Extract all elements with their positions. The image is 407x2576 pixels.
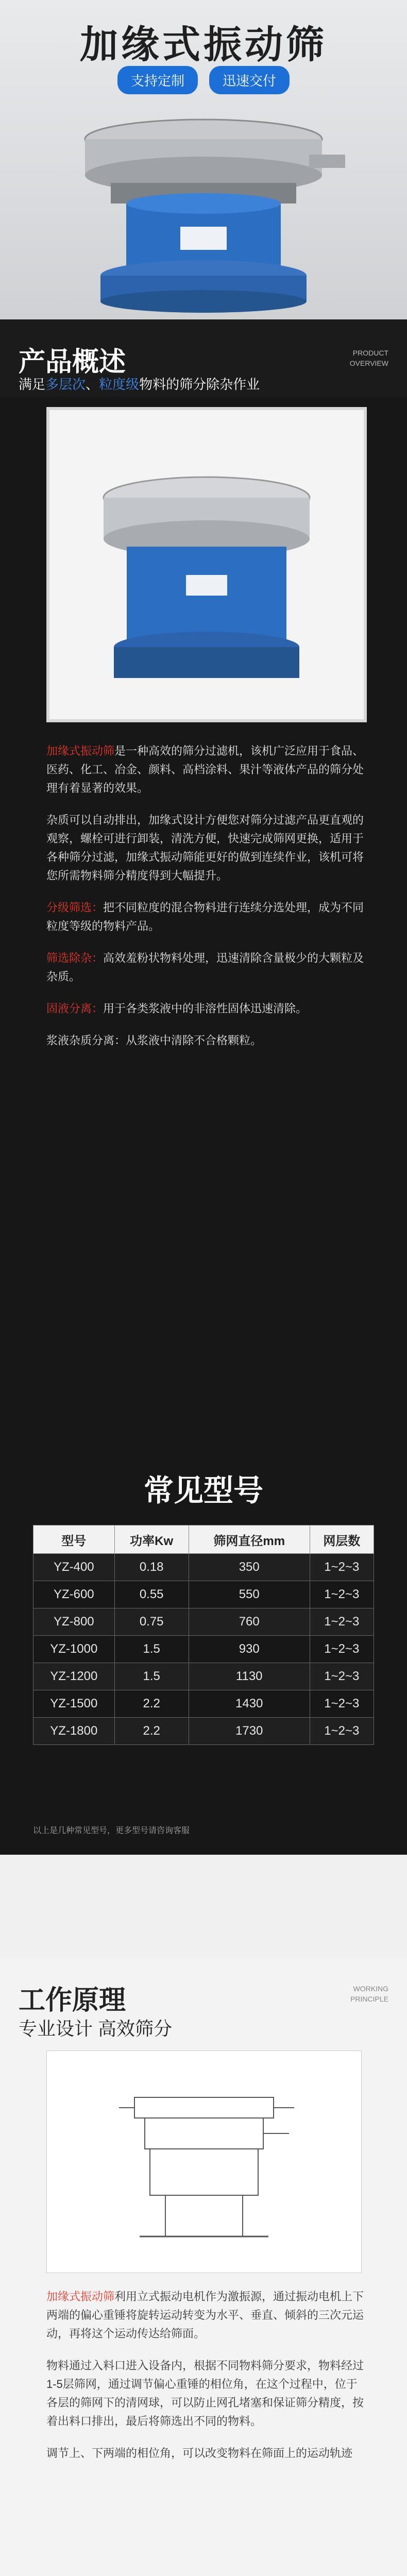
table-row <box>33 1636 374 1663</box>
table-header: 功率Kw <box>114 1526 189 1554</box>
table-cell: 550 <box>189 1581 310 1608</box>
table-cell: 1.5 <box>114 1636 189 1663</box>
table-cell: YZ-600 <box>33 1581 115 1608</box>
table-row <box>33 1718 374 1745</box>
table-cell: 1~2~3 <box>310 1636 374 1663</box>
models-title: 常见型号 <box>143 1474 263 1507</box>
table-cell: 930 <box>189 1636 310 1663</box>
table-cell: YZ-1800 <box>33 1718 115 1745</box>
table-cell: 1~2~3 <box>310 1663 374 1690</box>
table-header-row <box>33 1526 374 1554</box>
table-cell: YZ-400 <box>33 1554 115 1581</box>
table-cell: YZ-1200 <box>33 1663 115 1690</box>
models-note: 以上是几种常见型号，更多型号请咨询客服 <box>33 1826 190 1835</box>
overview-text <box>46 742 366 1063</box>
models-section <box>0 1453 407 1958</box>
overview-heading <box>0 319 407 397</box>
table-row <box>33 1663 374 1690</box>
models-footer-band <box>0 1855 407 1958</box>
table-row <box>33 1608 374 1636</box>
product-photo <box>46 407 367 722</box>
table-cell: 1~2~3 <box>310 1690 374 1718</box>
overview-title: 产品概述 <box>19 347 126 377</box>
table-cell: 1130 <box>189 1663 310 1690</box>
overview-en-label: PRODUCT OVERVIEW <box>349 349 388 367</box>
overview-subtitle: 满足多层次、粒度级物料的筛分除杂作业 <box>19 377 260 392</box>
overview-paragraph: 分级筛选：把不同粒度的混合物料进行连续分选处理，成为不同粒度等级的物料产品。 <box>46 901 364 933</box>
overview-paragraph: 加缘式振动筛是一种高效的筛分过滤机，该机广泛应用于食品、医药、化工、冶金、颜料、高档涂料、果汁等液体产品的筛分处理有着显著的效果。 <box>46 744 364 794</box>
table-cell: 760 <box>189 1608 310 1636</box>
principle-paragraph: 加缘式振动筛利用立式振动电机作为激振源，通过振动电机上下两端的偏心重锤将旋转运动转变为水平、垂直、倾斜的三次元运动，再将这个运动传达给筛面。 <box>46 2290 364 2340</box>
models-table <box>33 1525 374 1745</box>
hero-title: 加缘式振动筛 <box>80 23 327 66</box>
principle-paragraph: 物料通过入料口进入设备内，根据不同物料筛分要求，物料经过1-5层筛网，通过调节偏心重锤的相位角，在这个过程中，位于各层的筛网下的清网球，可以防止网孔堵塞和保证筛分精度，按着出料口排出，最后将筛选出不同的物料。 <box>46 2359 364 2428</box>
tag-custom: 支持定制 <box>117 66 198 94</box>
table-header: 型号 <box>33 1526 115 1554</box>
hero-section <box>0 0 407 319</box>
table-row <box>33 1581 374 1608</box>
table-header: 筛网直径mm <box>189 1526 310 1554</box>
principle-text <box>46 2287 366 2476</box>
table-cell: 0.18 <box>114 1554 189 1581</box>
table-row <box>33 1554 374 1581</box>
table-cell: 2.2 <box>114 1690 189 1718</box>
principle-en-label: WORKING PRINCIPLE <box>350 1985 388 2003</box>
tag-fast-delivery: 迅速交付 <box>209 66 290 94</box>
table-header: 网层数 <box>310 1526 374 1554</box>
overview-paragraph: 杂质可以自动排出，加缘式设计方便您对筛分过滤产品更直观的观察，螺栓可进行卸装，清洗方便，快速完成筛网更换，适用于各种筛分过滤，加缘式振动筛能更好的做到连续作业，该机可将您所需物料筛分精度得到大幅提升。 <box>46 814 364 882</box>
table-cell: 1~2~3 <box>310 1554 374 1581</box>
overview-paragraph: 浆液杂质分离：从浆液中清除不合格颗粒。 <box>46 1034 262 1047</box>
table-cell: 2.2 <box>114 1718 189 1745</box>
principle-section <box>0 1958 407 2576</box>
hero-tags <box>0 66 407 94</box>
vibrating-screen-image <box>49 98 358 314</box>
table-cell: 350 <box>189 1554 310 1581</box>
principle-subtitle: 专业设计 高效筛分 <box>19 2018 173 2039</box>
principle-diagram <box>46 2050 362 2273</box>
table-cell: YZ-800 <box>33 1608 115 1636</box>
table-cell: 1730 <box>189 1718 310 1745</box>
table-cell: YZ-1500 <box>33 1690 115 1718</box>
table-cell: 1~2~3 <box>310 1718 374 1745</box>
table-cell: 1~2~3 <box>310 1581 374 1608</box>
overview-paragraph: 筛选除杂：高效羞粉状物料处理，迅速清除含量极少的大颗粒及杂质。 <box>46 952 364 983</box>
table-cell: 1~2~3 <box>310 1608 374 1636</box>
overview-section <box>0 397 407 1453</box>
table-row <box>33 1690 374 1718</box>
table-cell: 0.55 <box>114 1581 189 1608</box>
table-cell: 1.5 <box>114 1663 189 1690</box>
table-cell: 0.75 <box>114 1608 189 1636</box>
table-cell: 1430 <box>189 1690 310 1718</box>
table-cell: YZ-1000 <box>33 1636 115 1663</box>
principle-paragraph: 调节上、下两端的相位角，可以改变物料在筛面上的运动轨迹 <box>46 2447 353 2460</box>
principle-title: 工作原理 <box>19 1986 126 2015</box>
overview-paragraph: 固液分离：用于各类浆液中的非溶性固体迅速清除。 <box>46 1002 308 1015</box>
